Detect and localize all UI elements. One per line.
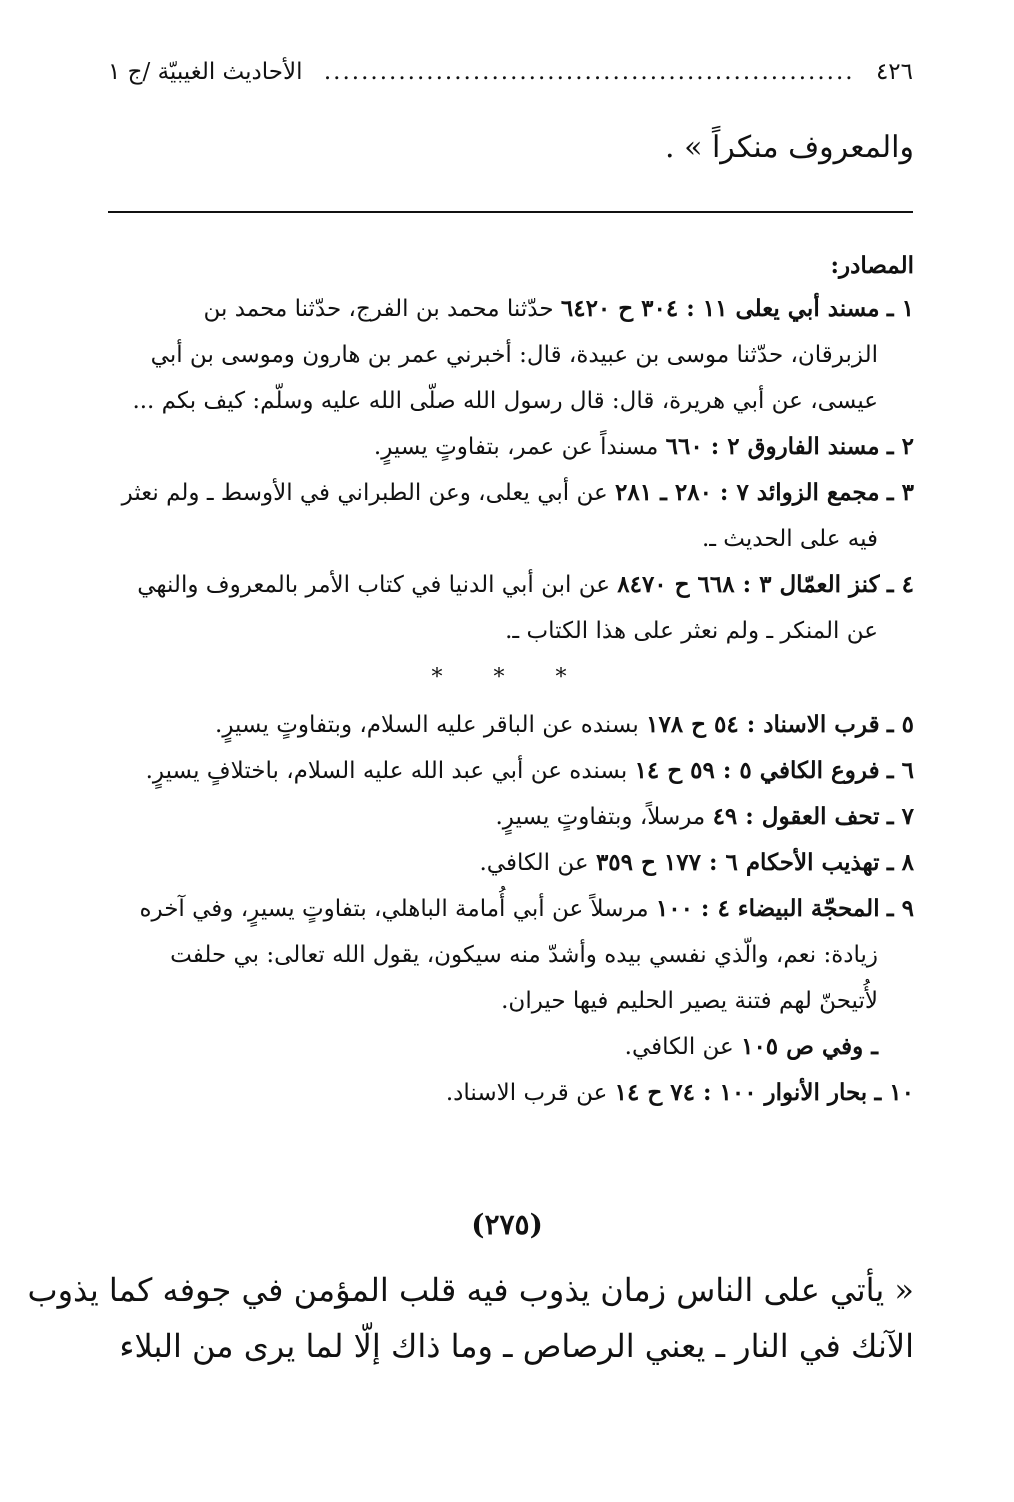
sub-note-title: ـ وفي ص ١٠٥: [741, 1033, 878, 1060]
source-entry: [106, 702, 914, 748]
source-number: ٧ ـ: [886, 803, 914, 830]
source-title: تهذيب الأحكام ٦ : ١٧٧ ح ٣٥٩: [595, 849, 880, 876]
source-entry: [106, 286, 914, 424]
running-title: الأحاديث الغيبيّة /ج ١: [108, 59, 303, 85]
source-text: عن الكافي.: [479, 850, 589, 876]
hadith-line: « يأتي على الناس زمان يذوب فيه قلب المؤمن في جوفه كما يذوب: [27, 1271, 914, 1309]
source-number: ٢ ـ: [886, 433, 914, 460]
source-number: ٩ ـ: [886, 895, 914, 922]
source-title: مسند الفاروق ٢ : ٦٦٠: [665, 433, 880, 460]
header-leader-dots: .........................................................: [323, 59, 855, 85]
source-entry: [106, 1070, 914, 1116]
source-text: لأُتيحنّ لهم فتنة يصير الحليم فيها حيران.: [501, 988, 878, 1014]
source-text: مرسلاً، وبتفاوتٍ يسيرٍ.: [495, 804, 706, 830]
source-text: بسنده عن الباقر عليه السلام، وبتفاوتٍ يسيرٍ.: [215, 712, 639, 738]
source-number: ٨ ـ: [886, 849, 914, 876]
source-text: عن ابن أبي الدنيا في كتاب الأمر بالمعروف والنهي: [137, 572, 610, 598]
source-text: مرسلاً عن أبي أُمامة الباهلي، بتفاوتٍ يسيرٍ، وفي آخره: [139, 896, 649, 922]
sources-heading: المصادر:: [830, 252, 914, 279]
source-text: عن أبي يعلى، وعن الطبراني في الأوسط ـ ولم نعثر: [121, 480, 608, 506]
hadith-line: الآنك في النار ـ يعني الرصاص ـ وما ذاك إلّا لما يرى من البلاء: [119, 1327, 914, 1365]
continued-text: والمعروف منكراً » .: [665, 130, 914, 165]
source-number: ٤ ـ: [886, 571, 914, 598]
section-separator-stars: * * *: [431, 665, 589, 690]
source-number: ١٠ ـ: [874, 1079, 914, 1106]
source-title: كنز العمّال ٣ : ٦٦٨ ح ٨٤٧٠: [617, 571, 880, 598]
source-title: فروع الكافي ٥ : ٥٩ ح ١٤: [634, 757, 880, 784]
source-number: ٦ ـ: [886, 757, 914, 784]
source-text: عن قرب الاسناد.: [445, 1080, 608, 1106]
source-entry: [106, 424, 914, 470]
source-text: حدّثنا محمد بن الفرج، حدّثنا محمد بن: [203, 296, 554, 322]
source-number: ٣ ـ: [886, 479, 914, 506]
hadith-number: (٢٧٥): [471, 1208, 543, 1241]
hadith-text: [27, 1262, 914, 1374]
source-title: المحجّة البيضاء ٤ : ١٠٠: [655, 895, 880, 922]
source-text: الزبرقان، حدّثنا موسى بن عبيدة، قال: أخبرني عمر بن هارون وموسى بن أبي: [150, 342, 878, 368]
source-text: فيه على الحديث ـ.: [701, 526, 878, 552]
source-text: عن المنكر ـ ولم نعثر على هذا الكتاب ـ.: [505, 618, 878, 644]
sub-note-text: عن الكافي.: [624, 1034, 734, 1060]
sources-section: [106, 246, 914, 1116]
source-title: مجمع الزوائد ٧ : ٢٨٠ ـ ٢٨١: [615, 479, 880, 506]
source-entry: [106, 748, 914, 794]
source-text: زيادة: نعم، والّذي نفسي بيده وأشدّ منه سيكون، يقول الله تعالى: بي حلفت: [170, 942, 878, 968]
source-text: بسنده عن أبي عبد الله عليه السلام، باختلافٍ يسيرٍ.: [145, 758, 628, 784]
source-number: ١ ـ: [886, 295, 914, 322]
source-text: عيسى، عن أبي هريرة، قال: قال رسول الله صلّى الله عليه وسلّم: كيف بكم ...: [132, 388, 878, 414]
source-title: مسند أبي يعلى ١١ : ٣٠٤ ح ٦٤٢٠: [560, 295, 880, 322]
source-number: ٥ ـ: [886, 711, 914, 738]
footnote-divider: [108, 211, 913, 213]
source-entry: [106, 886, 914, 1070]
source-title: تحف العقول : ٤٩: [712, 803, 880, 830]
source-text: مسنداً عن عمر، بتفاوتٍ يسيرٍ.: [373, 434, 659, 460]
page-header: [108, 52, 913, 92]
source-entry: [106, 840, 914, 886]
source-entry: [106, 470, 914, 562]
source-entry: [106, 562, 914, 654]
source-title: قرب الاسناد : ٥٤ ح ١٧٨: [646, 711, 880, 738]
page-number: ٤٢٦: [875, 59, 913, 85]
source-title: بحار الأنوار ١٠٠ : ٧٤ ح ١٤: [614, 1079, 868, 1106]
source-entry: [106, 794, 914, 840]
